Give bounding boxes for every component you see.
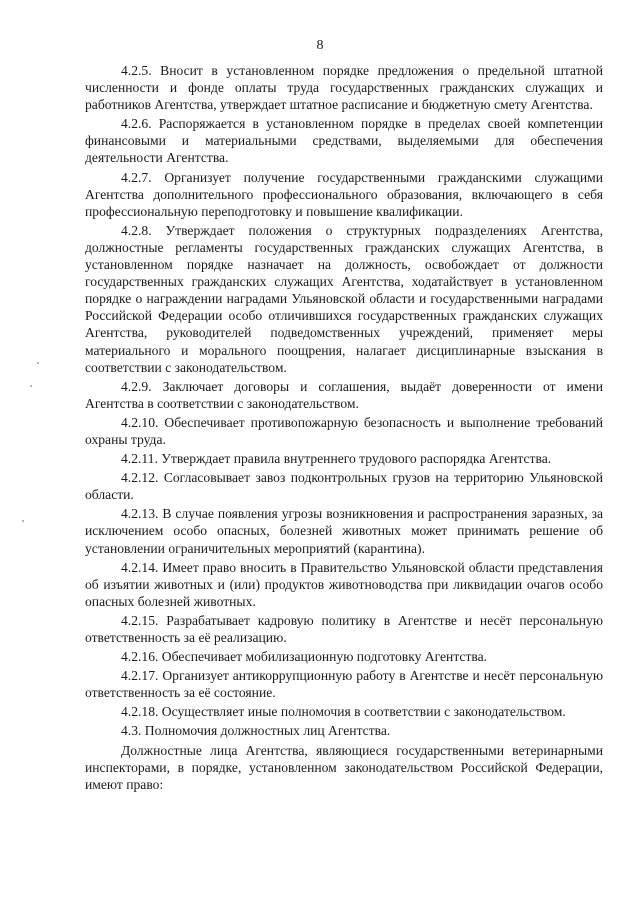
section-heading-4-3: 4.3. Полномочия должностных лиц Агентства. [121,723,391,739]
scan-speck [22,520,24,522]
paragraph-4-2-17: 4.2.17. Организует антикоррупционную работу в Агентстве и несёт персональную ответственность за её состояние. [85,668,603,701]
paragraph-4-2-9: 4.2.9. Заключает договоры и соглашения, выдаёт доверенности от имени Агентства в соответствии с законодательством. [85,378,603,411]
paragraph-4-2-18: 4.2.18. Осуществляет иные полномочия в соответствии с законодательством. [121,704,566,720]
paragraph-officials-rights: Должностные лица Агентства, являющиеся государственными ветеринарными инспекторами, в порядке, установленном законодательством Российской Федерации, имеют право: [85,742,603,792]
paragraph-4-2-15: 4.2.15. Разрабатывает кадровую политику в Агентстве и несёт персональную ответственность за её реализацию. [85,612,603,645]
document-body [85,62,603,793]
page-number: 8 [316,38,324,53]
paragraph-4-2-16: 4.2.16. Обеспечивает мобилизационную подготовку Агентства. [121,649,488,665]
paragraph-4-2-10: 4.2.10. Обеспечивает противопожарную безопасность и выполнение требований охраны труда. [85,414,603,447]
paragraph-4-2-8: 4.2.8. Утверждает положения о структурных подразделениях Агентства, должностные регламенты государственных гражданских служащих Агентства, в установленном порядке назначает на должность, освобождает от должности государственных гражданских служащих Агентства, ходатайствует в установленном порядке о награждении наградами Ульяновской области и государственными наградами Российской Федерации особо отличившихся государственных гражданских служащих Агентства, руководителей подведомственных учреждений, применяет меры материального и морального поощрения, налагает дисциплинарные взыскания в соответствии с законодательством. [85,222,603,375]
scan-speck [37,362,39,364]
paragraph-4-2-12: 4.2.12. Согласовывает завоз подконтрольных грузов на территорию Ульяновской области. [85,470,603,503]
paragraph-4-2-5: 4.2.5. Вносит в установленном порядке предложения о предельной штатной численности и фонде оплаты труда государственных гражданских служащих и работников Агентства, утверждает штатное расписание и бюджетную смету Агентства. [85,63,603,113]
paragraph-4-2-7: 4.2.7. Организует получение государственными гражданскими служащими Агентства дополнительного профессионального образования, включающего в себя профессиональную переподготовку и повышение квалификации. [85,169,603,219]
paragraph-4-2-11: 4.2.11. Утверждает правила внутреннего трудового распорядка Агентства. [121,451,552,467]
paragraph-4-2-6: 4.2.6. Распоряжается в установленном порядке в пределах своей компетенции финансовыми и материальными средствами, выделяемыми для обеспечения деятельности Агентства. [85,116,603,166]
paragraph-4-2-13: 4.2.13. В случае появления угрозы возникновения и распространения заразных, за исключением особо опасных, болезней животных может принимать решение об установлении ограничительных мероприятий (карантина). [85,506,603,556]
paragraph-4-2-14: 4.2.14. Имеет право вносить в Правительство Ульяновской области представления об изъятии животных и (или) продуктов животноводства при ликвидации очагов особо опасных болезней животных. [85,559,603,609]
scan-speck [30,385,32,387]
